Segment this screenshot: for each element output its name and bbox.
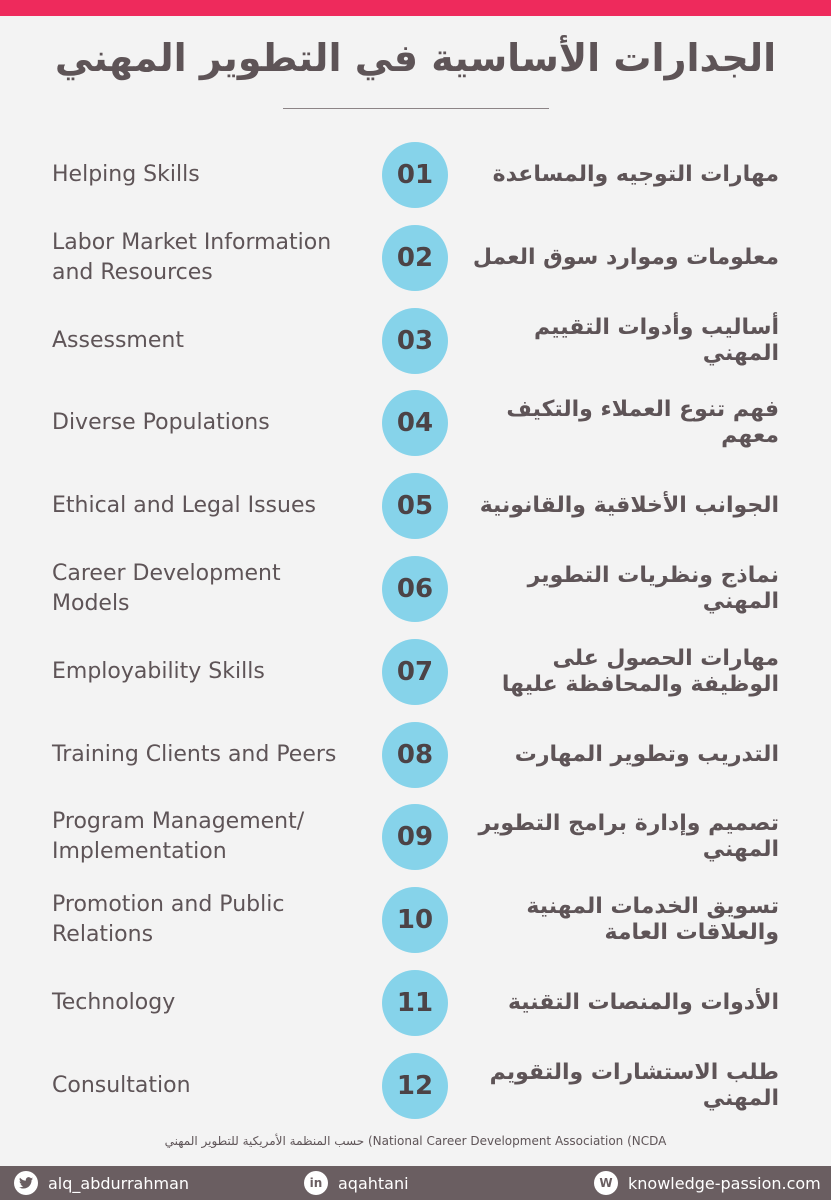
- linkedin-link[interactable]: [304, 1166, 409, 1200]
- top-accent-bar: [0, 0, 831, 16]
- competency-row: [0, 300, 831, 382]
- competency-number-badge: 02: [382, 225, 448, 291]
- competency-arabic: طلب الاستشارات والتقويم المهني: [489, 1059, 779, 1111]
- competency-row: [0, 217, 831, 299]
- wordpress-icon: W: [594, 1171, 618, 1195]
- competency-arabic: معلومات وموارد سوق العمل: [472, 244, 779, 270]
- linkedin-handle: aqahtani: [338, 1173, 409, 1193]
- competency-english: Assessment: [52, 327, 184, 353]
- competency-row: [0, 631, 831, 713]
- competency-row: [0, 382, 831, 464]
- competency-english: Consultation: [52, 1072, 191, 1098]
- competency-row: [0, 134, 831, 216]
- page-title: الجدارات الأساسية في التطوير المهني: [54, 36, 777, 80]
- twitter-icon: [14, 1171, 38, 1195]
- competency-english: Promotion and Public Relations: [52, 892, 285, 948]
- competency-number-badge: 12: [382, 1053, 448, 1119]
- website-link[interactable]: [594, 1166, 821, 1200]
- competency-english: Training Clients and Peers: [52, 741, 337, 767]
- competency-number-badge: 05: [382, 473, 448, 539]
- competency-english: Ethical and Legal Issues: [52, 493, 316, 519]
- competency-number-badge: 11: [382, 970, 448, 1036]
- competency-english: Program Management/ Implementation: [52, 809, 305, 865]
- linkedin-icon: in: [304, 1171, 328, 1195]
- title-divider: [283, 108, 549, 109]
- competency-row: [0, 548, 831, 630]
- competency-arabic: مهارات التوجيه والمساعدة: [492, 162, 779, 187]
- competency-row: [0, 465, 831, 547]
- competency-arabic: نماذج ونظريات التطوير المهني: [527, 563, 779, 614]
- competency-arabic: فهم تنوع العملاء والتكيف معهم: [506, 397, 779, 449]
- competency-row: [0, 714, 831, 796]
- competency-english: Labor Market Information and Resources: [52, 229, 332, 285]
- competency-row: [0, 962, 831, 1044]
- competency-row: [0, 796, 831, 878]
- competency-arabic: الجوانب الأخلاقية والقانونية: [479, 493, 779, 519]
- competency-row: [0, 1045, 831, 1127]
- competency-number-badge: 07: [382, 639, 448, 705]
- twitter-link[interactable]: [14, 1166, 189, 1200]
- twitter-handle: alq_abdurrahman: [48, 1173, 190, 1193]
- competency-arabic: الأدوات والمنصات التقنية: [507, 990, 779, 1015]
- competency-english: Employability Skills: [52, 658, 265, 684]
- competency-number-badge: 04: [382, 390, 448, 456]
- competency-english: Diverse Populations: [52, 410, 270, 436]
- competency-number-badge: 09: [382, 804, 448, 870]
- footer-bar: [0, 1166, 831, 1200]
- competency-number-badge: 08: [382, 722, 448, 788]
- competency-number-badge: 03: [382, 308, 448, 374]
- source-footnote: حسب المنظمة الأمريكية للتطوير المهني (National Career Development Association (NCDA: [164, 1134, 667, 1148]
- website-url: knowledge-passion.com: [628, 1173, 821, 1193]
- competency-number-badge: 01: [382, 142, 448, 208]
- competency-english: Technology: [52, 990, 176, 1015]
- competency-arabic: تسويق الخدمات المهنية والعلاقات العامة: [526, 894, 779, 946]
- competency-english: Helping Skills: [52, 162, 200, 187]
- competency-arabic: تصميم وإدارة برامج التطوير المهني: [478, 811, 779, 863]
- competency-arabic: أساليب وأدوات التقييم المهني: [534, 314, 779, 366]
- competency-arabic: مهارات الحصول على الوظيفة والمحافظة عليها: [501, 645, 779, 697]
- competency-number-badge: 06: [382, 556, 448, 622]
- competency-number-badge: 10: [382, 887, 448, 953]
- competency-row: [0, 879, 831, 961]
- competency-arabic: التدريب وتطوير المهارت: [514, 741, 779, 767]
- competency-english: Career Development Models: [52, 561, 281, 616]
